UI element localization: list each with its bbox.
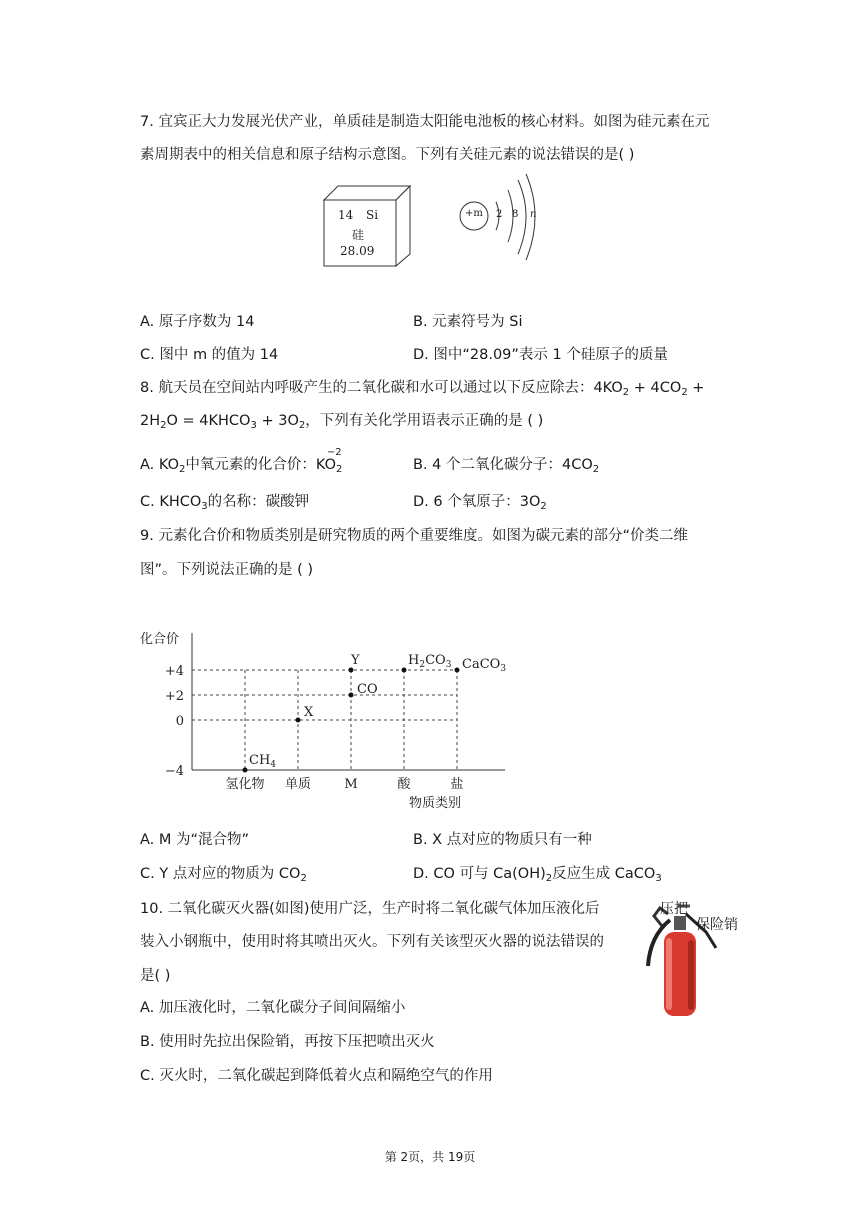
x-axis-title: 物质类别 — [408, 796, 462, 811]
x-tick-label: M — [344, 777, 358, 792]
q8-text: O = 4KHCO — [166, 413, 251, 429]
data-point — [349, 693, 354, 698]
q8-option-c[interactable] — [140, 492, 309, 517]
q7-atom-diagram — [456, 172, 546, 262]
label-safety-pin: 保险销 — [696, 917, 738, 933]
q9-opt-text: D. CO 可与 Ca(OH) — [413, 866, 546, 882]
point-label: CO — [357, 682, 378, 697]
atom-shell-1: 2 — [496, 209, 503, 220]
data-point — [402, 668, 407, 673]
q8-stem-line1 — [140, 378, 704, 403]
atom-shell-3: n — [530, 209, 537, 220]
q9-stem-line2: 图”。下列说法正确的是 ( ) — [140, 562, 314, 578]
q7-stem-line2: 素周期表中的相关信息和原子结构示意图。下列有关硅元素的说法错误的是( ) — [140, 147, 635, 163]
q9-opt-text: C. Y 点对应的物质为 CO — [140, 866, 301, 882]
fire-extinguisher-image — [640, 896, 750, 1022]
q10-option-a[interactable]: A. 加压液化时，二氧化碳分子间间隔缩小 — [140, 1000, 406, 1016]
data-point — [455, 668, 460, 673]
data-point — [296, 718, 301, 723]
sub: 2 — [160, 420, 167, 431]
atom-nucleus-charge: +m — [465, 208, 483, 219]
y-axis-title: 化合价 — [140, 632, 180, 647]
q8-text: 2H — [140, 413, 161, 429]
sub: 2 — [681, 387, 688, 398]
q7-option-a[interactable]: A. 原子序数为 14 — [140, 314, 255, 330]
valence-category-chart — [135, 625, 515, 815]
q9-stem-line1: 9. 元素化合价和物质类别是研究物质的两个重要维度。如图为碳元素的部分“价类二维 — [140, 528, 688, 544]
atom-shell-2: 8 — [512, 209, 519, 220]
q9-option-a[interactable]: A. M 为“混合物” — [140, 832, 250, 848]
sub: 3 — [201, 501, 208, 512]
q8-text: + — [687, 380, 705, 396]
sub: 2 — [300, 873, 307, 884]
q9-opt-text: 反应生成 CaCO — [552, 866, 656, 882]
sub: 3 — [655, 873, 662, 884]
point-label: $H_2CO_3$ — [408, 653, 452, 670]
point-label: CaCO$_3$ — [462, 657, 507, 674]
q8-text: 8. 航天员在空间站内呼吸产生的二氧化碳和水可以通过以下反应除去：4KO — [140, 380, 623, 396]
q8-text: ，下列有关化学用语表示正确的是 ( ) — [305, 413, 544, 429]
cell-atomic-number: 14 — [338, 208, 354, 222]
q8-text: + 4CO — [629, 380, 682, 396]
x-tick-label: 单质 — [284, 777, 312, 792]
q8-option-a[interactable] — [140, 447, 343, 480]
data-point — [243, 768, 248, 773]
sub: 2 — [592, 464, 600, 475]
point-label: $CH_4$ — [249, 753, 277, 770]
q7-option-c[interactable]: C. 图中 m 的值为 14 — [140, 347, 279, 363]
sub: 2 — [540, 501, 547, 512]
q8-option-b[interactable] — [413, 455, 599, 480]
q10-stem-line3: 是( ) — [140, 968, 171, 984]
cell-atomic-mass: 28.09 — [340, 244, 375, 258]
valence-formula — [315, 447, 343, 480]
y-tick-label: +4 — [164, 664, 184, 679]
formula: KO — [315, 457, 337, 473]
point-label: X — [304, 705, 314, 720]
q8-opt-text: C. KHCO — [140, 494, 202, 510]
valence-mark: −2 — [326, 447, 342, 458]
data-point — [349, 668, 354, 673]
sub: 2 — [545, 873, 553, 884]
q8-text: + 3O — [256, 413, 299, 429]
sub: 3 — [250, 420, 257, 431]
x-tick-label: 酸 — [397, 777, 411, 792]
q8-stem-line2 — [140, 411, 543, 436]
q7-stem-line1: 7. 宜宾正大力发展光伏产业，单质硅是制造太阳能电池板的核心材料。如图为硅元素在元 — [140, 114, 710, 130]
q10-option-b[interactable]: B. 使用时先拉出保险销，再按下压把喷出灭火 — [140, 1034, 435, 1050]
q9-option-c[interactable] — [140, 864, 307, 889]
q9-option-b[interactable]: B. X 点对应的物质只有一种 — [413, 832, 592, 848]
cell-element-name: 硅 — [352, 228, 365, 242]
q8-opt-text: A. KO — [140, 457, 180, 473]
q9-option-d[interactable] — [413, 864, 662, 889]
label-handle: 压把 — [660, 901, 688, 917]
q8-opt-text: D. 6 个氧原子：3O — [413, 494, 541, 510]
q8-option-d[interactable] — [413, 492, 547, 517]
q7-option-d[interactable]: D. 图中“28.09”表示 1 个硅原子的质量 — [413, 347, 668, 363]
y-tick-label: −4 — [164, 764, 184, 779]
x-tick-label: 氢化物 — [225, 777, 265, 792]
sub: 2 — [336, 464, 343, 475]
q10-stem-line2: 装入小钢瓶中，使用时将其喷出灭火。下列有关该型灭火器的说法错误的 — [140, 934, 604, 950]
y-tick-label: +2 — [164, 689, 184, 704]
q8-opt-text: 的名称：碳酸钾 — [207, 494, 310, 510]
q10-stem-line1: 10. 二氧化碳灭火器(如图)使用广泛，生产时将二氧化碳气体加压液化后 — [140, 901, 600, 917]
point-label: Y — [351, 653, 360, 668]
q8-opt-text: 中氧元素的化合价： — [185, 457, 316, 473]
sub: 2 — [179, 464, 186, 475]
x-tick-label: 盐 — [450, 777, 464, 792]
sub: 2 — [298, 420, 306, 431]
q7-option-b[interactable]: B. 元素符号为 Si — [413, 314, 523, 330]
sub: 2 — [622, 387, 630, 398]
q8-opt-text: B. 4 个二氧化碳分子：4CO — [413, 457, 593, 473]
cell-symbol: Si — [366, 208, 379, 222]
q10-option-c[interactable]: C. 灭火时，二氧化碳起到降低着火点和隔绝空气的作用 — [140, 1068, 493, 1084]
page-footer: 第 2页，共 19页 — [384, 1150, 476, 1164]
y-tick-label: 0 — [175, 714, 184, 729]
q7-periodic-cell — [322, 184, 412, 268]
